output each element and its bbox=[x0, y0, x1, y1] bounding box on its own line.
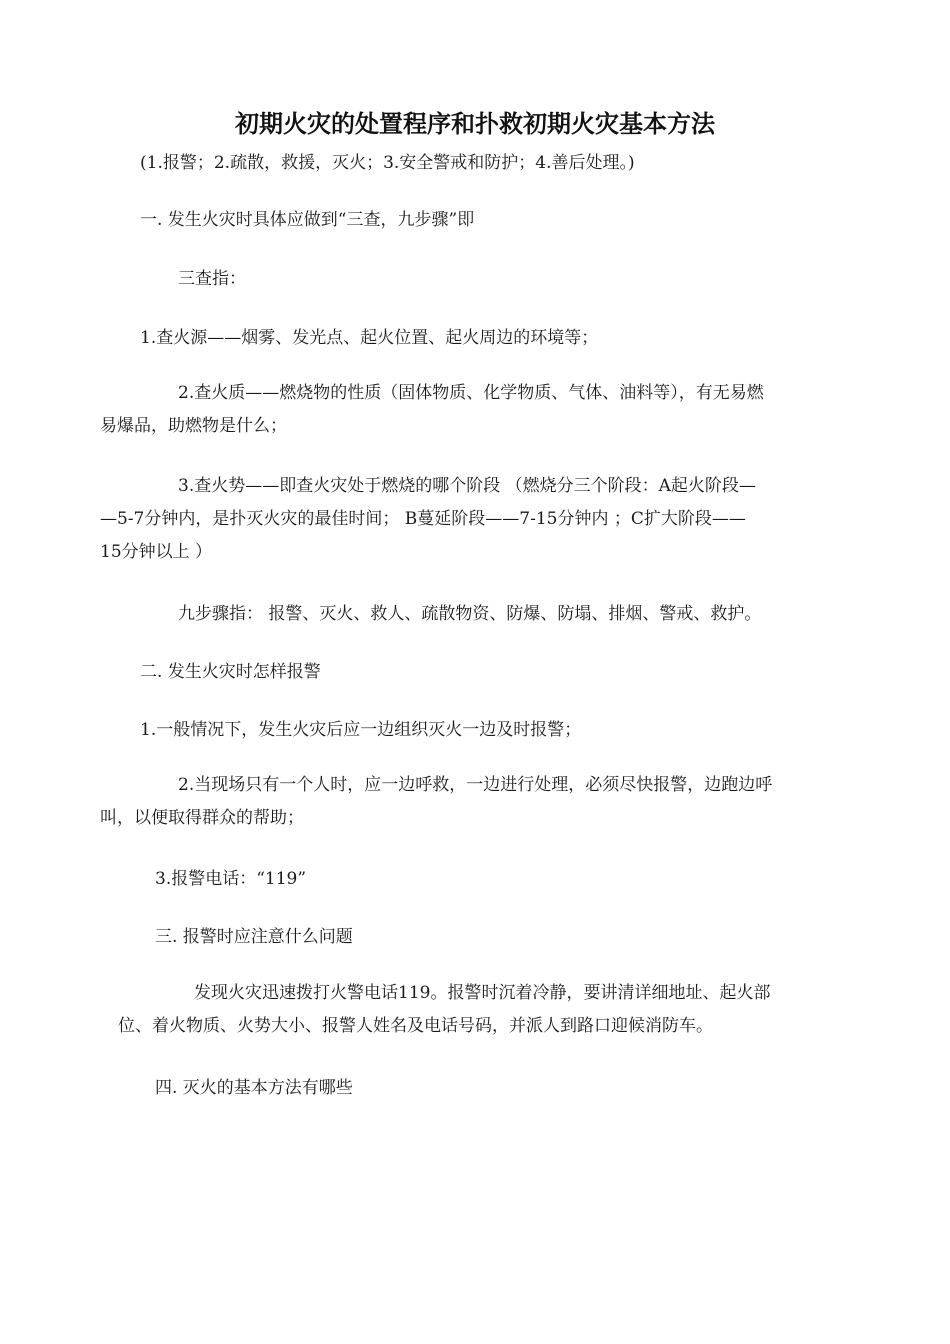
section1-heading: 一. 发生火灾时具体应做到“三查，九步骤”即 bbox=[140, 210, 475, 230]
alarm-item-2-line-2: 叫，以便取得群众的帮助； bbox=[100, 808, 304, 828]
alarm-item-2 bbox=[100, 769, 772, 835]
section3-body-line-1: 发现火灾迅速拨打火警电话119。报警时沉着冷静，要讲清详细地址、起火部 bbox=[194, 983, 771, 1003]
check-item-3-line-1: 3.查火势——即查火灾处于燃烧的哪个阶段 （燃烧分三个阶段：A起火阶段— bbox=[178, 476, 756, 496]
check-item-2 bbox=[100, 377, 764, 443]
section2-heading: 二. 发生火灾时怎样报警 bbox=[140, 662, 321, 682]
check-item-3-line-2: —5-7分钟内，是扑灭火灾的最佳时间； B蔓延阶段——7-15分钟内 ；C扩大阶段—— bbox=[100, 509, 746, 529]
check-item-1: 1.查火源——烟雾、发光点、起火位置、起火周边的环境等； bbox=[140, 328, 599, 348]
check-item-2-line-2: 易爆品，助燃物是什么； bbox=[100, 416, 287, 436]
check-item-3 bbox=[100, 470, 756, 569]
nine-steps-line: 九步骤指： 报警、灭火、救人、疏散物资、防爆、防塌、排烟、警戒、救护。 bbox=[178, 604, 762, 624]
section3-heading: 三. 报警时应注意什么问题 bbox=[155, 927, 353, 947]
summary-line: (1.报警；2.疏散，救援，灭火；3.安全警戒和防护；4.善后处理。) bbox=[140, 153, 635, 173]
check-item-3-line-3: 15分钟以上 ） bbox=[100, 542, 213, 562]
alarm-item-1: 1.一般情况下，发生火灾后应一边组织灭火一边及时报警； bbox=[140, 720, 582, 740]
section3-body-line-2: 位、着火物质、火势大小、报警人姓名及电话号码，并派人到路口迎候消防车。 bbox=[118, 1016, 713, 1036]
check-item-2-line-1: 2.查火质——燃烧物的性质（固体物质、化学物质、气体、油料等），有无易燃 bbox=[178, 383, 764, 403]
section3-body bbox=[118, 977, 770, 1043]
document-title: 初期火灾的处置程序和扑救初期火灾基本方法 bbox=[235, 110, 715, 138]
three-checks-label: 三查指： bbox=[178, 269, 246, 289]
section4-heading: 四. 灭火的基本方法有哪些 bbox=[155, 1078, 353, 1098]
alarm-item-2-line-1: 2.当现场只有一个人时，应一边呼救，一边进行处理，必须尽快报警，边跑边呼 bbox=[178, 775, 773, 795]
alarm-phone-line: 3.报警电话：“119” bbox=[155, 869, 307, 889]
